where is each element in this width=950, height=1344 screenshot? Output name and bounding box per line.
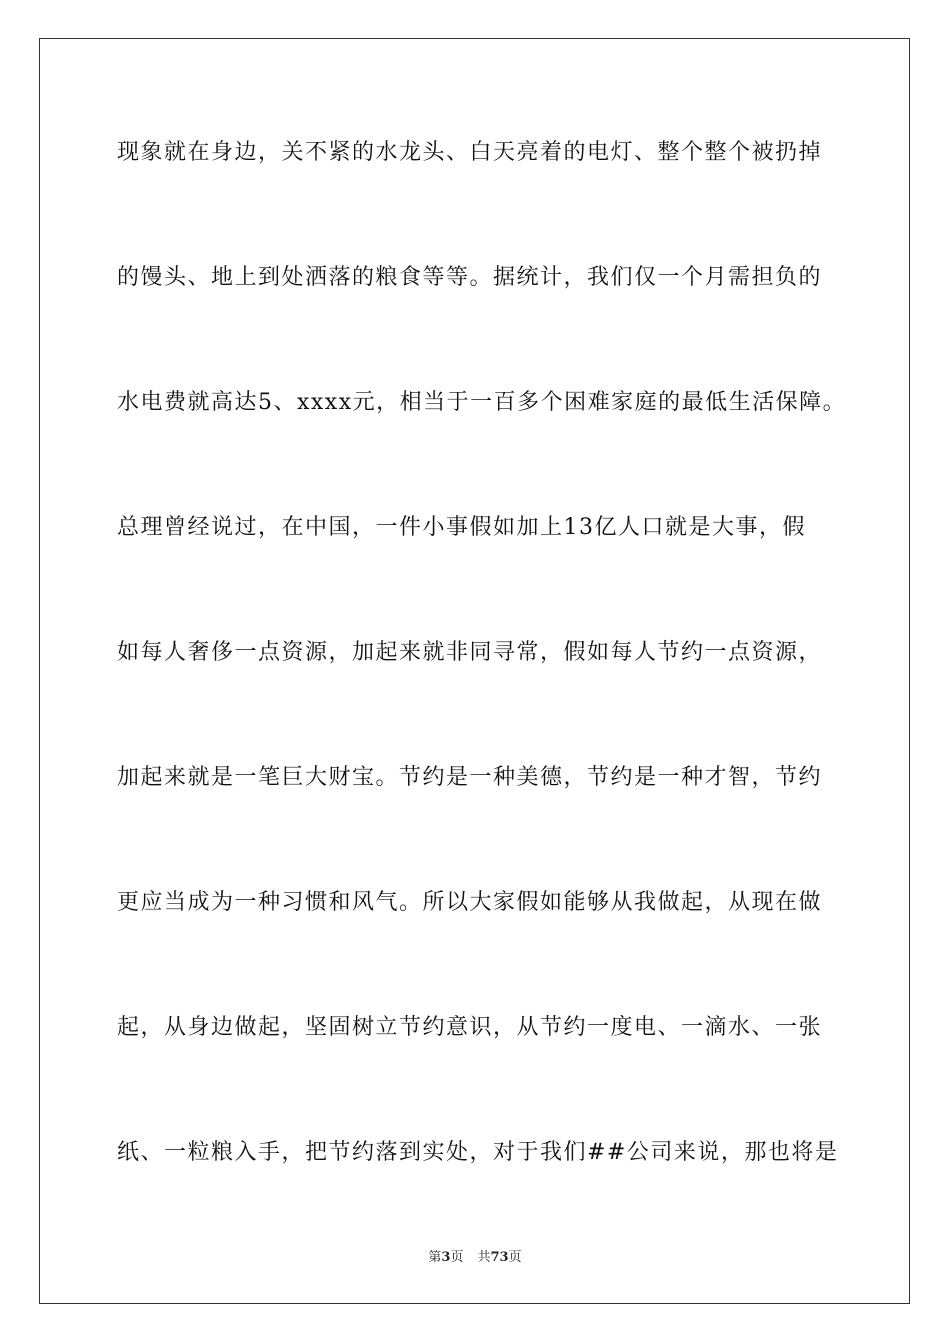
text-line-8: 起，从身边做起，坚固树立节约意识，从节约一度电、一滴水、一张: [117, 1015, 823, 1040]
total-pages: 73: [490, 1250, 509, 1265]
text-line-7: 更应当成为一种习惯和风气。所以大家假如能够从我做起，从现在做: [117, 890, 823, 915]
text-line-2: 的馒头、地上到处洒落的粮食等等。据统计，我们仅一个月需担负的: [117, 265, 823, 290]
text-line-1: 现象就在身边，关不紧的水龙头、白天亮着的电灯、整个整个被扔掉: [117, 140, 823, 165]
text-line-3: 水电费就高达5、xxxx元，相当于一百多个困难家庭的最低生活保障。: [117, 390, 847, 415]
page-suffix: 页: [450, 1250, 464, 1265]
text-line-9: 纸、一粒粮入手，把节约落到实处，对于我们##公司来说，那也将是: [117, 1140, 839, 1165]
page-prefix: 第: [428, 1250, 442, 1265]
body-text: [117, 128, 847, 1253]
total-suffix: 页: [508, 1250, 522, 1265]
page-footer: [0, 1246, 950, 1265]
text-line-6: 加起来就是一笔巨大财宝。节约是一种美德，节约是一种才智，节约: [117, 765, 823, 790]
page-number: 3: [441, 1250, 451, 1265]
total-prefix: 共: [477, 1250, 491, 1265]
text-line-4: 总理曾经说过，在中国，一件小事假如加上13亿人口就是大事，假: [117, 515, 806, 540]
text-line-5: 如每人奢侈一点资源，加起来就非同寻常，假如每人节约一点资源，: [117, 640, 823, 665]
